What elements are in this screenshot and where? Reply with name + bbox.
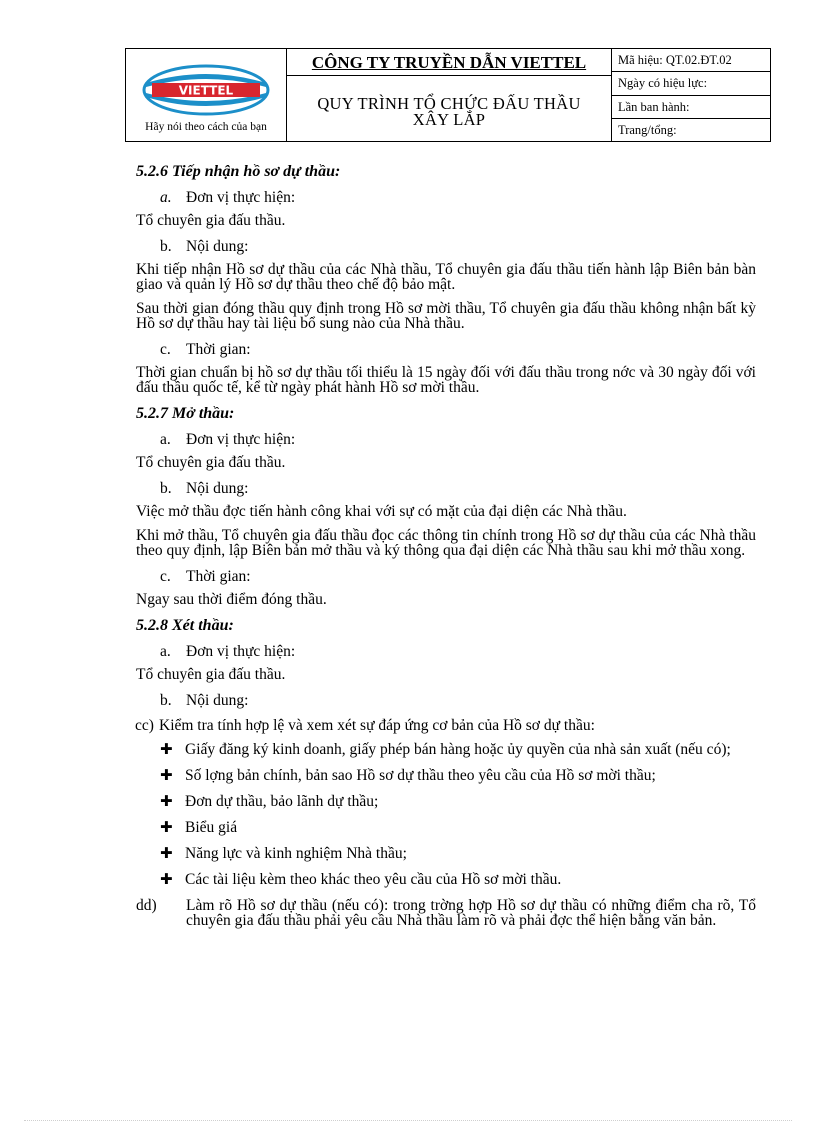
subsection-label: c. Thời gian: [160, 568, 251, 585]
paragraph: Sau thời gian đóng thầu quy định trong Hồ sơ mời thầu, Tổ chuyên gia đấu thầu không nhận bất kỳ Hồ sơ dự thầu hay tài liệu bổ sung nào của Nhà thầu. [136, 300, 756, 332]
paragraph: Khi tiếp nhận Hồ sơ dự thầu của các Nhà thầu, Tổ chuyên gia đấu thầu tiến hành lập Biên bản bàn giao và quản lý Hồ sơ dự thầu theo chế độ bảo mật. [136, 261, 756, 293]
logo-cell [126, 49, 287, 141]
subsection-label: a. Đơn vị thực hiện: [160, 643, 296, 660]
plus-bullet-icon: ✚ [160, 766, 173, 784]
paragraph: Tổ chuyên gia đấu thầu. [136, 212, 286, 229]
section-heading: 5.2.8 Xét thầu: [136, 617, 234, 634]
issue-number: Lần ban hành: [612, 96, 770, 119]
page-bottom-divider [24, 1120, 792, 1121]
title-cell [287, 49, 612, 141]
paragraph: Tổ chuyên gia đấu thầu. [136, 666, 286, 683]
paragraph: Việc mở thầu đợc tiến hành công khai với sự có mặt của đại diện các Nhà thầu. [136, 503, 627, 520]
section-heading: 5.2.6 Tiếp nhận hồ sơ dự thầu: [136, 163, 341, 180]
list-item: ✚ Năng lực và kinh nghiệm Nhà thầu; [160, 844, 407, 862]
list-item: ✚ Biểu giá [160, 818, 238, 836]
subsection-label: c. Thời gian: [160, 341, 251, 358]
plus-bullet-icon: ✚ [160, 844, 173, 862]
list-item: ✚ Số lợng bản chính, bản sao Hồ sơ dự thầu theo yêu cầu của Hồ sơ mời thầu; [160, 766, 656, 784]
paragraph: Ngay sau thời điểm đóng thầu. [136, 591, 327, 608]
paragraph: Thời gian chuẩn bị hồ sơ dự thầu tối thiểu là 15 ngày đối với đấu thầu trong nớc và 30 ngày đối với đấu thầu quốc tế, kể từ ngày phát hành Hồ sơ mời thầu. [136, 364, 756, 396]
list-item: cc) Kiểm tra tính hợp lệ và xem xét sự đáp ứng cơ bản của Hồ sơ dự thầu: [135, 717, 595, 734]
paragraph: Khi mở thầu, Tổ chuyên gia đấu thầu đọc các thông tin chính trong Hồ sơ dự thầu của các Nhà thầu theo quy định, lập Biên bản mở thầu và ký thông qua đại diện các Nhà thầu sau khi mở thầu xong. [136, 527, 756, 559]
document-body [136, 162, 756, 928]
subsection-label: b. Nội dung: [160, 480, 249, 497]
list-item: ✚ Các tài liệu kèm theo khác theo yêu cầu của Hồ sơ mời thầu. [160, 870, 562, 888]
plus-bullet-icon: ✚ [160, 818, 173, 836]
plus-bullet-icon: ✚ [160, 792, 173, 810]
info-cell [612, 49, 770, 141]
slogan: Hãy nói theo cách của bạn [145, 121, 267, 133]
effective-date: Ngày có hiệu lực: [612, 72, 770, 95]
subsection-label: b. Nội dung: [160, 238, 249, 255]
paragraph: Tổ chuyên gia đấu thầu. [136, 454, 286, 471]
list-item: dd) Làm rõ Hồ sơ dự thầu (nếu có): trong trờng hợp Hồ sơ dự thầu có những điểm cha rõ, Tổ chuyên gia đấu thầu phải yêu cầu Nhà thầu làm rõ và phải đợc thể hiện bằng văn bản. [136, 897, 756, 929]
document-code: Mã hiệu: QT.02.ĐT.02 [612, 49, 770, 72]
subsection-label: a. Đơn vị thực hiện: [160, 189, 296, 206]
list-item: ✚ Đơn dự thầu, bảo lãnh dự thầu; [160, 792, 379, 810]
process-title: QUY TRÌNH TỔ CHỨC ĐẤU THẦU XÂY LẮP [317, 94, 581, 129]
company-name: CÔNG TY TRUYỀN DẪN VIETTEL [287, 49, 611, 76]
plus-bullet-icon: ✚ [160, 740, 173, 758]
section-heading: 5.2.7 Mở thầu: [136, 405, 235, 422]
page-number: Trang/tổng: [618, 122, 677, 137]
logo-text: VIETTEL [178, 83, 234, 98]
subsection-label: b. Nội dung: [160, 692, 249, 709]
viettel-logo [138, 61, 274, 119]
subsection-label: a. Đơn vị thực hiện: [160, 431, 296, 448]
plus-bullet-icon: ✚ [160, 870, 173, 888]
document-header [125, 48, 771, 142]
list-item: ✚ Giấy đăng ký kinh doanh, giấy phép bán hàng hoặc ủy quyền của nhà sản xuất (nếu có); [160, 740, 731, 758]
